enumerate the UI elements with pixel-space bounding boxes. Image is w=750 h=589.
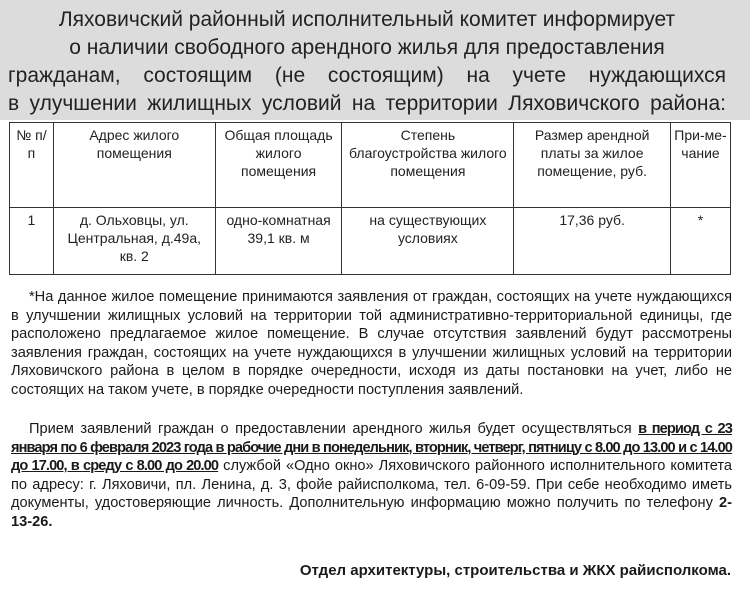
cell-rent: 17,36 руб. xyxy=(514,208,671,275)
column-header-rent: Размер арендной платы за жилое помещение, руб. xyxy=(514,123,671,208)
schedule-phone: 2-13-26. xyxy=(11,495,733,530)
cell-address: д. Ольховцы, ул. Центральная, д.49а, кв. 2 xyxy=(53,208,215,275)
schedule-period: в период с 23 января по 6 февраля 2023 года в рабочие дни в понедельник, вторник, четверг, пятницу с 8.00 до 13.00 и с 14.00 до 17.00, в среду с 8.00 до 20.00 xyxy=(11,421,732,474)
column-header-note: При-ме-чание xyxy=(671,123,731,208)
header-line-4: в улучшении жилищных условий на территории Ляховичского района: xyxy=(8,92,726,115)
column-header-num: № п/п xyxy=(10,123,54,208)
column-header-amenities: Степень благоустройства жилого помещения xyxy=(342,123,514,208)
column-header-area: Общая площадь жилого помещения xyxy=(215,123,342,208)
footnote-paragraph: *На данное жилое помещение принимаются заявления от граждан, состоящих на учете нуждающихся в улучшении жилищных условий на территории той административно-территориальной единицы, где расположено предлагаемое жилое помещение. В случае отсутствия заявлений будут рассмотрены заявления граждан, состоящих на учете нуждающихся в улучшении жилищных условий на территории Ляховичского района в целом в порядке очередности, исходя из даты постановки на учет, либо не состоящих на таком учете, в порядке очередности поступления заявлений. xyxy=(11,289,732,398)
header-line-2: о наличии свободного арендного жилья для предоставления xyxy=(69,36,665,59)
footnote-block xyxy=(11,288,732,399)
header-line-3: гражданам, состоящим (не состоящим) на учете нуждающихся xyxy=(8,64,726,87)
schedule-rest: службой «Одно окно» Ляховичского районного исполнительного комитета по адресу: г. Ляховичи, пл. Ленина, д. 3, фойе райисполкома, тел. 6-09-59. При себе необходимо иметь документы, удостоверяющие личность. Дополнительную информацию можно получить по телефону xyxy=(11,458,732,511)
column-header-address: Адрес жилого помещения xyxy=(53,123,215,208)
table-row xyxy=(10,208,731,275)
cell-note: * xyxy=(671,208,731,275)
schedule-intro: Прием заявлений граждан о предоставлении арендного жилья будет осуществляться xyxy=(29,421,632,437)
cell-amenities: на существующих условиях xyxy=(342,208,514,275)
cell-num: 1 xyxy=(10,208,54,275)
announcement-header xyxy=(0,0,750,120)
header-line-1: Ляховичский районный исполнительный комитет информирует xyxy=(58,8,676,31)
signature: Отдел архитектуры, строительства и ЖКХ райисполкома. xyxy=(299,562,731,579)
schedule-block xyxy=(11,420,732,531)
cell-area: одно-комнатная 39,1 кв. м xyxy=(215,208,342,275)
housing-table xyxy=(9,122,731,275)
schedule-paragraph xyxy=(11,420,732,531)
table-header-row xyxy=(10,123,731,208)
